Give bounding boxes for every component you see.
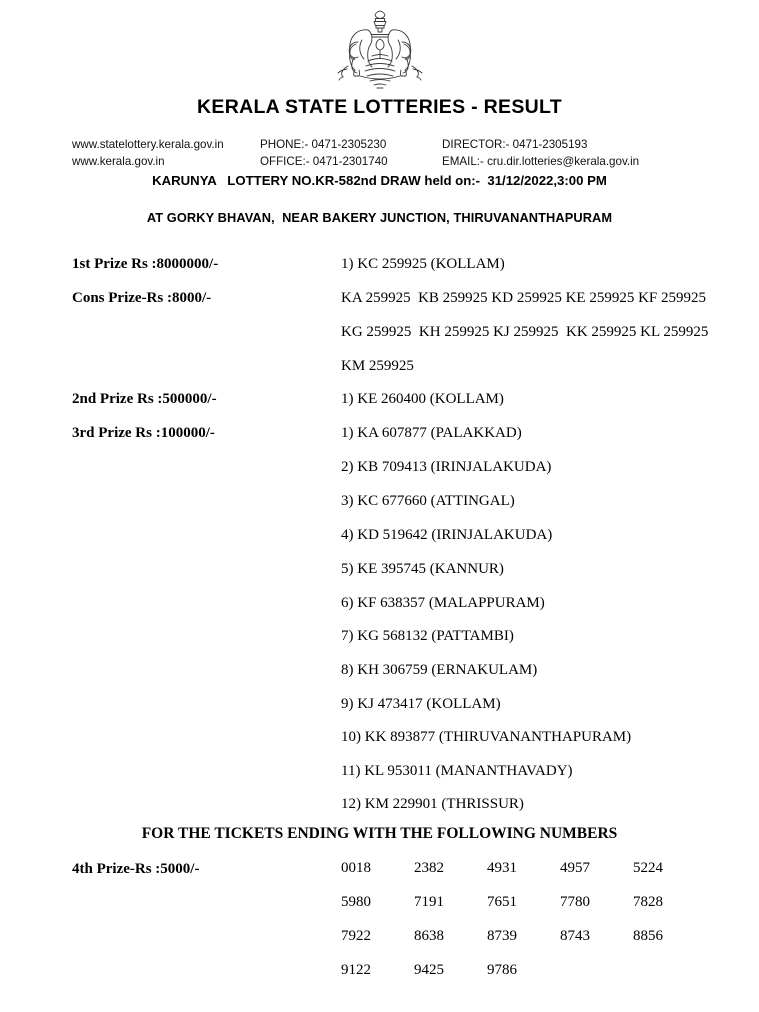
office-number: OFFICE:- 0471-2301740 xyxy=(260,155,388,168)
second-prize-entry: 1) KE 260400 (KOLLAM) xyxy=(341,391,504,407)
third-prize-entry: 12) KM 229901 (THRISSUR) xyxy=(341,796,524,812)
lottery-number: 9786 xyxy=(487,962,517,978)
contact-row xyxy=(72,136,692,153)
draw-info-line: KARUNYA LOTTERY NO.KR-582nd DRAW held on:- 31/12/2022,3:00 PM xyxy=(152,173,607,188)
page-title: KERALA STATE LOTTERIES - RESULT xyxy=(197,96,562,118)
third-prize-entry: 7) KG 568132 (PATTAMBI) xyxy=(341,628,514,644)
third-prize-entry: 11) KL 953011 (MANANTHAVADY) xyxy=(341,763,573,779)
number-row xyxy=(341,928,721,962)
lottery-number: 8739 xyxy=(487,928,517,944)
lottery-number: 4957 xyxy=(560,860,590,876)
third-prize-label: 3rd Prize Rs :100000/- xyxy=(72,425,215,441)
lottery-number xyxy=(633,962,706,996)
consolation-prize-label: Cons Prize-Rs :8000/- xyxy=(72,290,212,306)
third-prize-entry: 9) KJ 473417 (KOLLAM) xyxy=(341,696,501,712)
consolation-prize-entry: KG 259925 KH 259925 KJ 259925 KK 259925 KL 259925 xyxy=(341,324,709,340)
fourth-prize-number-grid xyxy=(341,860,721,996)
contact-row xyxy=(72,153,692,170)
lottery-number: 7191 xyxy=(414,894,444,910)
third-prize-entry: 2) KB 709413 (IRINJALAKUDA) xyxy=(341,459,552,475)
lottery-number: 7922 xyxy=(341,928,371,944)
lottery-number: 8638 xyxy=(414,928,444,944)
fourth-prize-label: 4th Prize-Rs :5000/- xyxy=(72,861,200,877)
lottery-number: 5980 xyxy=(341,894,371,910)
kerala-state-emblem-icon xyxy=(334,8,426,92)
third-prize-entry: 5) KE 395745 (KANNUR) xyxy=(341,561,504,577)
number-row xyxy=(341,894,721,928)
lottery-number: 7651 xyxy=(487,894,517,910)
third-prize-entry: 1) KA 607877 (PALAKKAD) xyxy=(341,425,522,441)
third-prize-entry: 4) KD 519642 (IRINJALAKUDA) xyxy=(341,527,553,543)
lottery-number: 4931 xyxy=(487,860,517,876)
phone-number: PHONE:- 0471-2305230 xyxy=(260,138,387,151)
lottery-number: 0018 xyxy=(341,860,371,876)
website-primary[interactable]: www.statelottery.kerala.gov.in xyxy=(72,138,224,151)
lottery-number: 7828 xyxy=(633,894,663,910)
third-prize-entry: 8) KH 306759 (ERNAKULAM) xyxy=(341,662,538,678)
first-prize-label: 1st Prize Rs :8000000/- xyxy=(72,256,219,272)
first-prize-entry: 1) KC 259925 (KOLLAM) xyxy=(341,256,505,272)
email-address[interactable]: EMAIL:- cru.dir.lotteries@kerala.gov.in xyxy=(442,155,640,168)
consolation-prize-entry: KM 259925 xyxy=(341,358,414,374)
website-secondary[interactable]: www.kerala.gov.in xyxy=(72,155,165,168)
lottery-number xyxy=(560,962,633,996)
lottery-number: 9122 xyxy=(341,962,371,978)
contact-info-block xyxy=(72,136,692,170)
consolation-prize-entry: KA 259925 KB 259925 KD 259925 KE 259925 KF 259925 xyxy=(341,290,707,306)
third-prize-entry: 6) KF 638357 (MALAPPURAM) xyxy=(341,595,545,611)
lottery-number: 8856 xyxy=(633,928,663,944)
lottery-number: 7780 xyxy=(560,894,590,910)
lottery-number: 2382 xyxy=(414,860,444,876)
lottery-number: 5224 xyxy=(633,860,663,876)
tickets-ending-heading: FOR THE TICKETS ENDING WITH THE FOLLOWING NUMBERS xyxy=(141,825,618,842)
emblem-container xyxy=(0,8,759,97)
lottery-number: 9425 xyxy=(414,962,444,978)
number-row xyxy=(341,860,721,894)
venue-line: AT GORKY BHAVAN, NEAR BAKERY JUNCTION, THIRUVANANTHAPURAM xyxy=(146,210,613,225)
director-number: DIRECTOR:- 0471-2305193 xyxy=(442,138,588,151)
third-prize-entry: 3) KC 677660 (ATTINGAL) xyxy=(341,493,515,509)
second-prize-label: 2nd Prize Rs :500000/- xyxy=(72,391,217,407)
third-prize-entry: 10) KK 893877 (THIRUVANANTHAPURAM) xyxy=(341,729,632,745)
lottery-number: 8743 xyxy=(560,928,590,944)
number-row xyxy=(341,962,721,996)
